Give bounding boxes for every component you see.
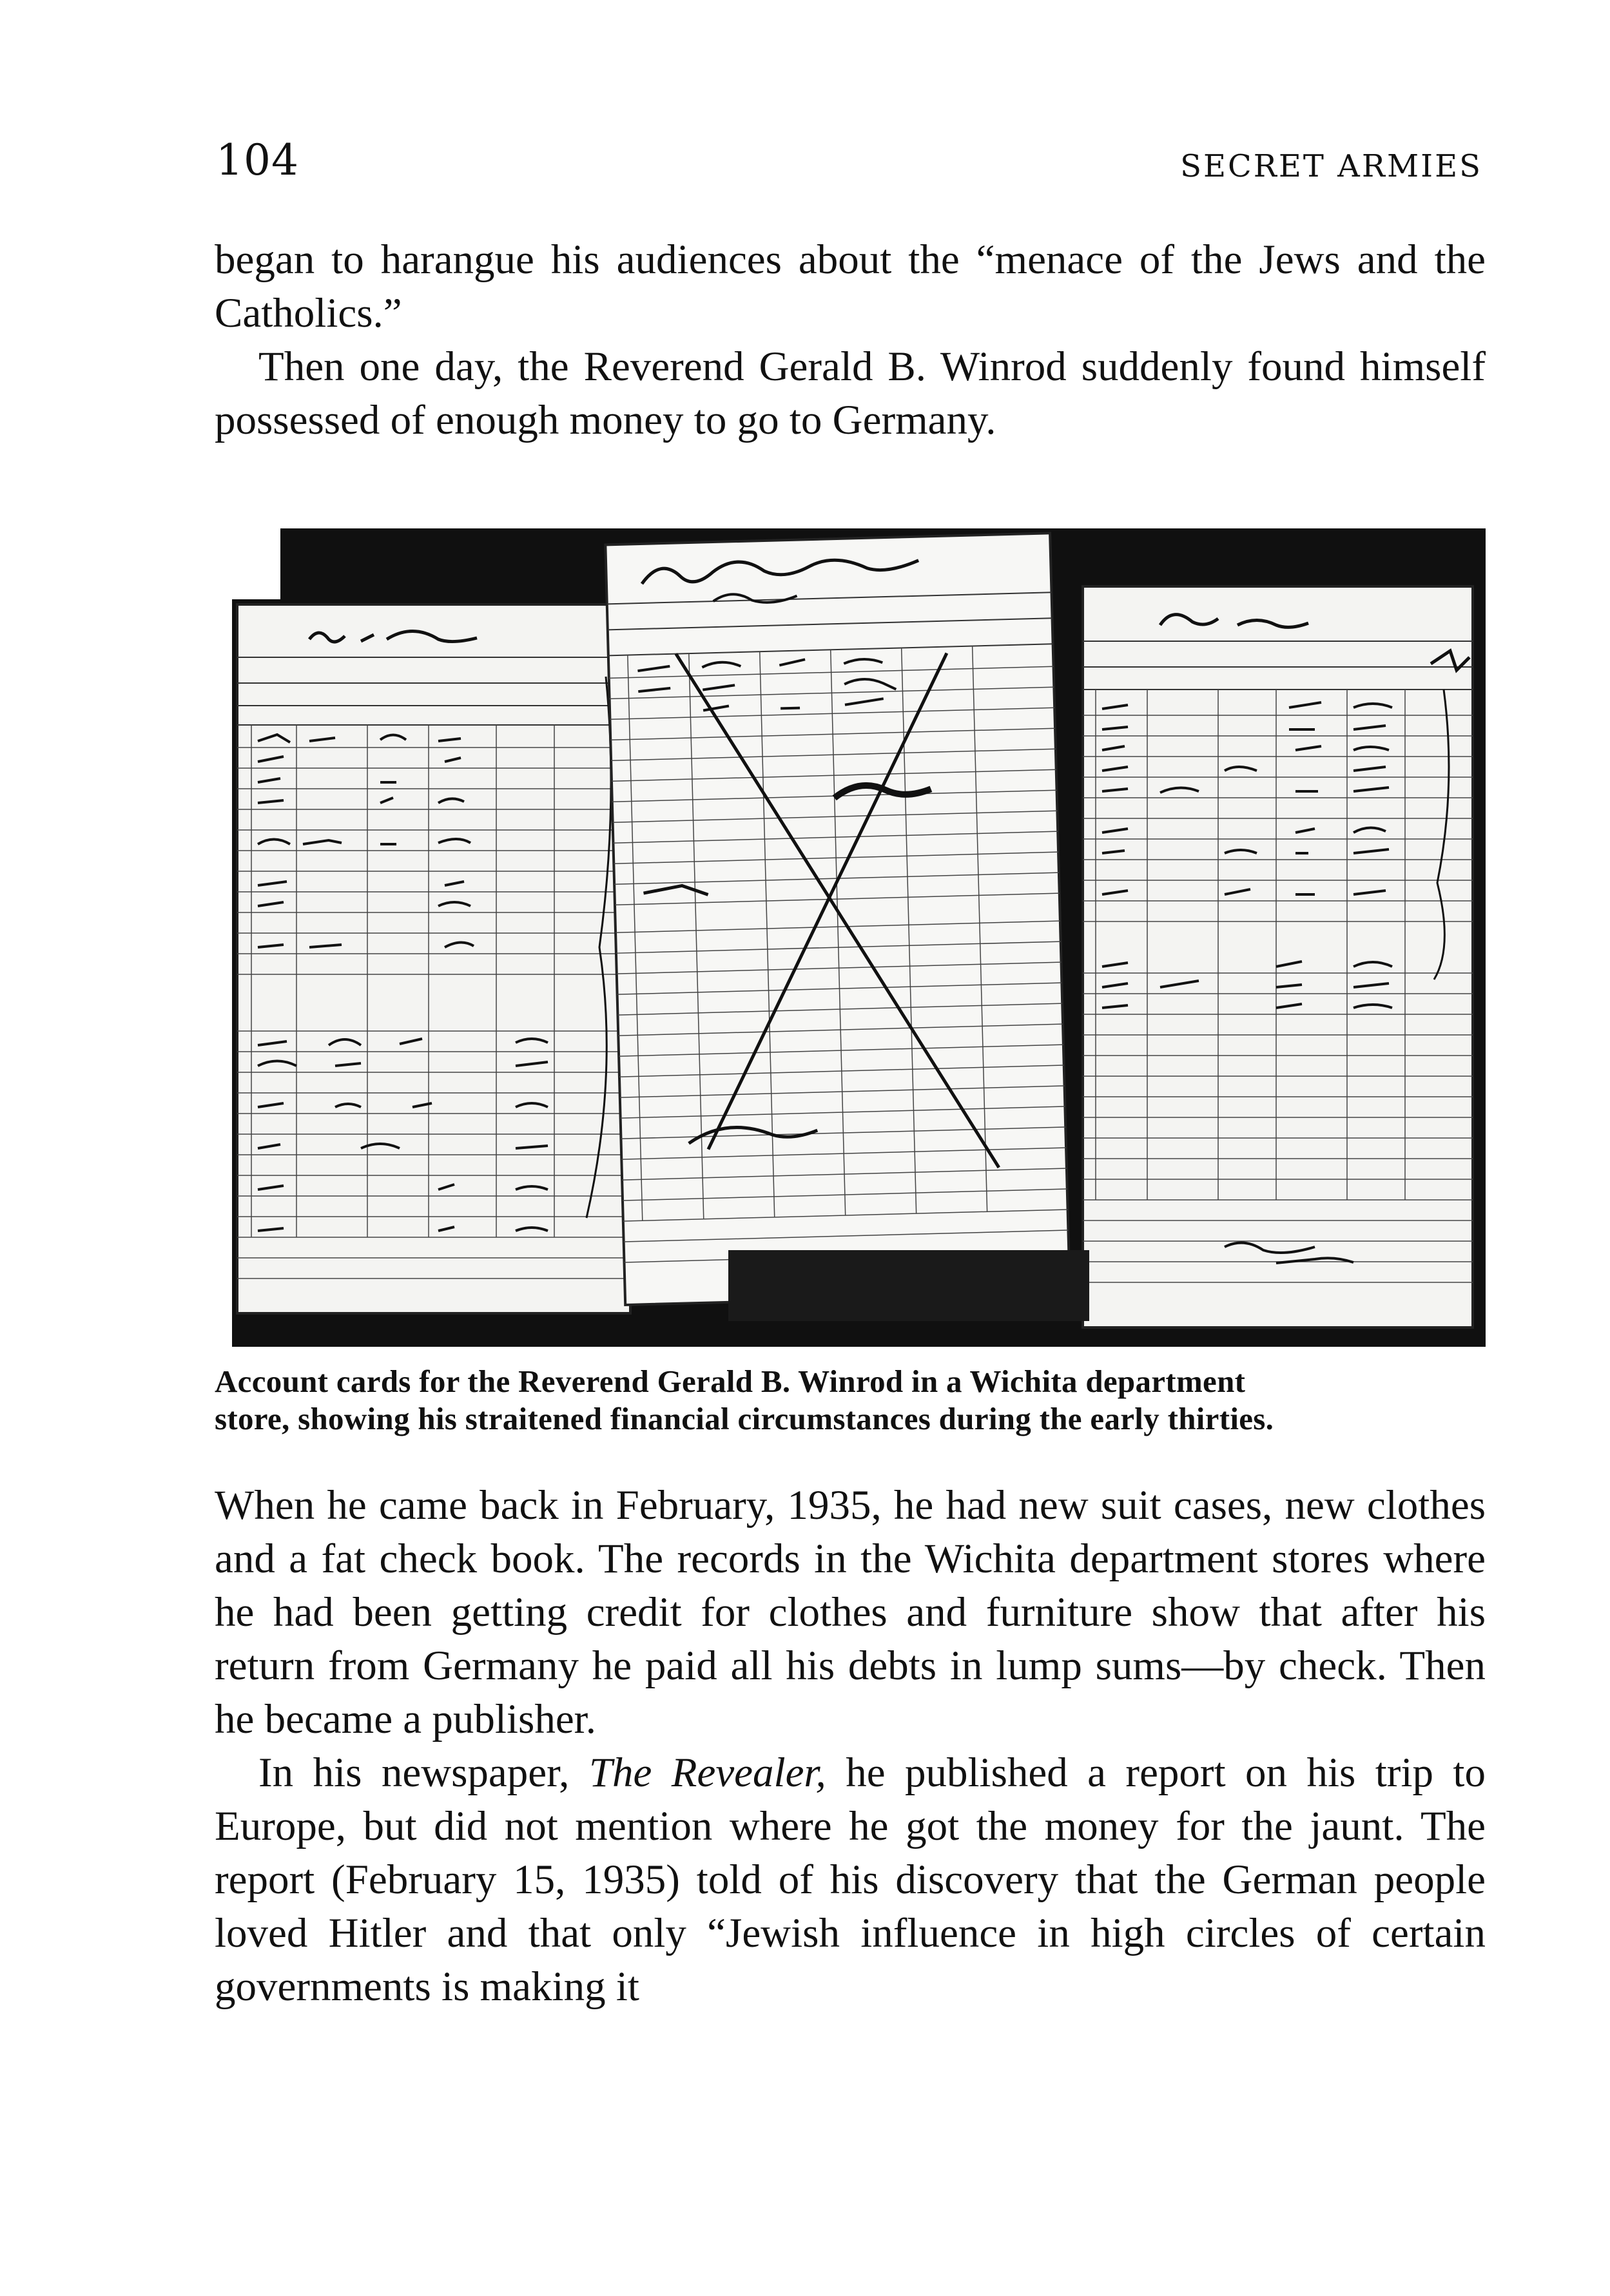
paragraph-4-start: In his newspaper, xyxy=(258,1750,589,1796)
page-number: 104 xyxy=(216,135,299,185)
paragraph-4-rest: he published a report on his trip to Europe, but did not mention where he got the money for the jaunt. The report (February 15, 1935) told of his discovery that the German people loved Hitler and that only “Jewish influence in high circles of certain governments is making it xyxy=(215,1750,1486,2010)
body-text-block xyxy=(215,1479,1486,2014)
paragraph-4 xyxy=(215,1746,1486,2014)
center-account-card xyxy=(605,533,1070,1305)
running-head: SECRET ARMIES xyxy=(1180,148,1482,184)
top-text-block xyxy=(215,233,1486,447)
paragraph-1: began to harangue his audiences about the “menace of the Jews and the Catholics.” xyxy=(215,236,1486,336)
page-header xyxy=(216,135,1482,187)
right-account-card xyxy=(1083,586,1473,1327)
account-cards-photo xyxy=(232,528,1486,1347)
caption-line-2: store, showing his straitened financial circumstances during the early thirties. xyxy=(215,1401,1274,1436)
caption-line-1: Account cards for the Reverend Gerald B. Winrod in a Wichita department xyxy=(215,1364,1246,1399)
newspaper-title: The Revealer, xyxy=(588,1750,826,1796)
figure-caption xyxy=(215,1363,1486,1438)
paragraph-3: When he came back in February, 1935, he had new suit cases, new clothes and a fat check book. The records in the Wichita department stores where he had been getting credit for clothes and furniture show that after his return from Germany he paid all his debts in lump sums—by check. Then he became a publisher. xyxy=(215,1482,1486,1742)
paragraph-2: Then one day, the Reverend Gerald B. Winrod suddenly found himself possessed of enough money to go to Germany. xyxy=(215,343,1486,443)
left-account-card xyxy=(237,604,630,1313)
